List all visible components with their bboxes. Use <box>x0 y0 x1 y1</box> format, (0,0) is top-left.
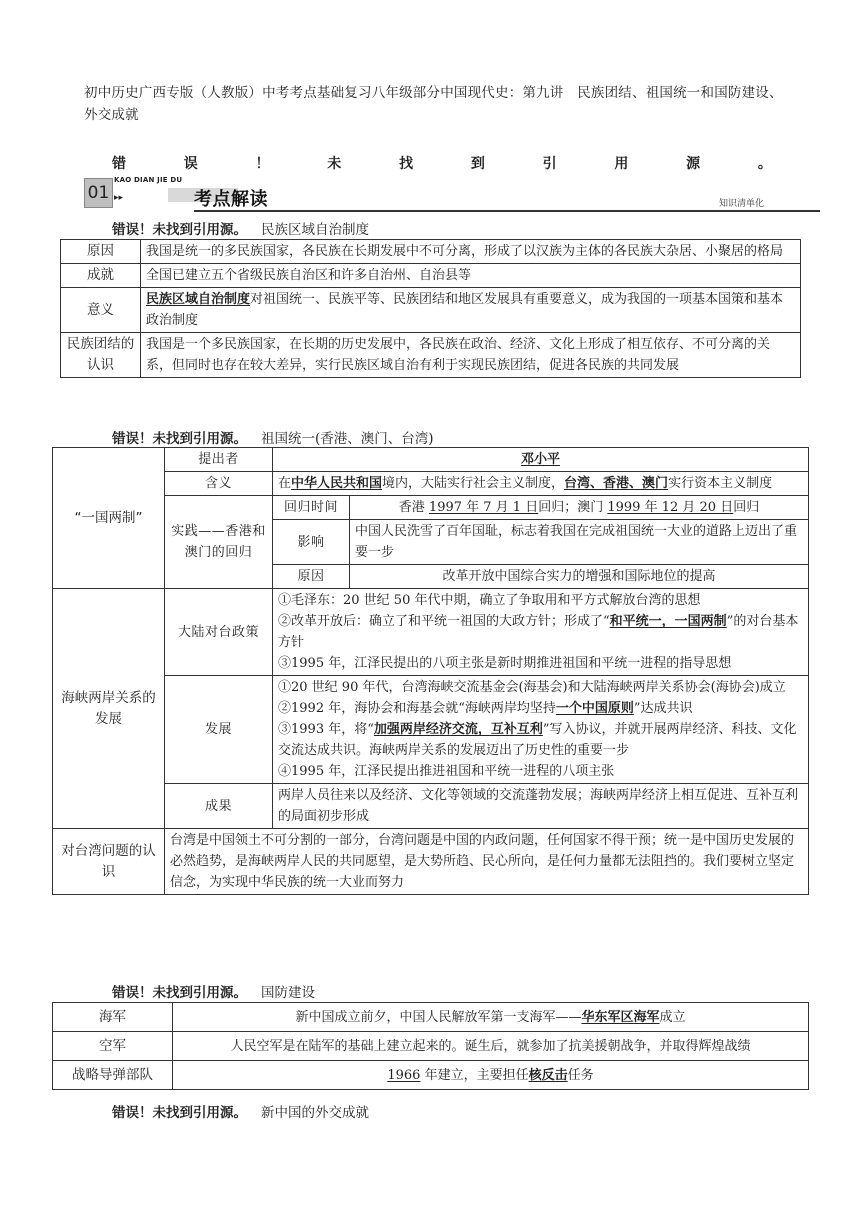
row-label: 战略导弹部队 <box>53 1061 173 1090</box>
sub-label: 实践——香港和澳门的回归 <box>165 496 273 589</box>
banner-subtitle: 知识清单化 <box>718 199 764 209</box>
error-label: 错误！未找到引用源。 <box>112 431 247 447</box>
banner-pinyin: KAO DIAN JIE DU <box>114 176 183 184</box>
navy-cell: 新中国成立前夕，中国人民解放军第一支海军——华东军区海军成立 <box>173 1003 809 1032</box>
table-row <box>61 264 801 288</box>
key-term: 华东军区海军 <box>581 1009 660 1025</box>
sub-label: 原因 <box>273 565 350 589</box>
row-label: 空军 <box>53 1032 173 1061</box>
banner-rule <box>194 210 820 212</box>
error-char: 源 <box>686 156 701 172</box>
section-title: 民族区域自治制度 <box>261 222 369 238</box>
sub-label: 影响 <box>273 520 350 565</box>
error-label: 错误！未找到引用源。 <box>112 222 247 238</box>
error-char: 引 <box>542 156 557 172</box>
key-term: 核反击 <box>528 1067 568 1083</box>
table-row <box>53 1032 809 1061</box>
reason-cell: 改革开放中国综合实力的增强和国际地位的提高 <box>350 565 809 589</box>
missile-cell: 1966 年建立，主要担任核反击任务 <box>173 1061 809 1090</box>
table-row <box>53 448 809 472</box>
table-national-defense <box>52 1002 809 1090</box>
impact-cell: 中国人民洗雪了百年国耻，标志着我国在完成祖国统一大业的道路上迈出了重要一步 <box>350 520 809 565</box>
table-ethnic-autonomy <box>60 239 801 378</box>
key-term: 和平统一，一国两制 <box>609 614 727 629</box>
error-char: ！ <box>255 156 270 172</box>
meaning-cell: 在中华人民共和国境内，大陆实行社会主义制度，台湾、香港、澳门实行资本主义制度 <box>273 472 809 496</box>
error-char: 。 <box>757 156 772 172</box>
return-cell: 香港 1997 年 7 月 1 日回归；澳门 1999 年 12 月 20 日回归 <box>350 496 809 520</box>
error-char: 未 <box>327 156 342 172</box>
row-label: 意义 <box>61 288 141 333</box>
double-arrow-icon: ▸▸ <box>114 193 124 203</box>
banner-number: 01 <box>84 178 113 208</box>
key-date: 1997 年 7 月 1 日 <box>428 500 539 515</box>
row-label: 民族团结的认识 <box>61 333 141 378</box>
sub-label: 发展 <box>165 676 273 784</box>
row-text: 全国已建立五个省级民族自治区和许多自治州、自治县等 <box>141 264 801 288</box>
table-row <box>53 472 809 496</box>
document-title: 初中历史广西专版（人教版）中考考点基础复习八年级部分中国现代史：第九讲 民族团结、祖国统一和国防建设、外交成就 <box>84 85 783 123</box>
error-char: 用 <box>614 156 629 172</box>
section-heading-3 <box>112 981 315 1001</box>
sub-label: 大陆对台政策 <box>165 589 273 676</box>
table-row <box>53 676 809 784</box>
policy-cell: ①毛泽东：20 世纪 50 年代中期，确立了争取用和平方式解放台湾的思想 ②改革开放后：确立了和平统一祖国的大政方针；形成了“和平统一，一国两制”的对台基本方针 ③1995 年，江泽民提出的八项主张是新时期推进祖国和平统一进程的指导思想 <box>273 589 809 676</box>
air-force-cell: 人民空军是在陆军的基础上建立起来的。诞生后，就参加了抗美援朝战争，并取得辉煌战绩 <box>173 1032 809 1061</box>
proposer-cell <box>273 448 809 472</box>
row-text-rest: 对祖国统一、民族平等、民族团结和地区发展具有重要意义，成为我国的一项基本国策和基本政治制度 <box>146 292 784 328</box>
table-row <box>53 589 809 676</box>
key-term: 邓小平 <box>521 452 561 467</box>
sub-label: 回归时间 <box>273 496 350 520</box>
row-label: 原因 <box>61 240 141 264</box>
key-term: 加强两岸经济交流，互补互利 <box>373 722 543 737</box>
error-char: 到 <box>470 156 485 172</box>
sub-label: 提出者 <box>165 448 273 472</box>
key-term: 民族区域自治制度 <box>146 292 251 307</box>
section-title: 国防建设 <box>261 985 315 1001</box>
section-banner <box>84 176 820 212</box>
row-label: 成就 <box>61 264 141 288</box>
section-heading-2 <box>112 427 434 447</box>
section-title: 新中国的外交成就 <box>261 1105 369 1121</box>
table-row <box>53 784 809 829</box>
table-row <box>61 288 801 333</box>
error-label: 错误！未找到引用源。 <box>112 1105 247 1121</box>
error-char: 误 <box>183 156 198 172</box>
error-char: 错 <box>112 156 126 172</box>
result-cell: 两岸人员往来以及经济、文化等领域的交流蓬勃发展；海峡两岸经济上相互促进、互补互利的局面初步形成 <box>273 784 809 829</box>
row-label: 海军 <box>53 1003 173 1032</box>
table-row <box>53 1003 809 1032</box>
row-text: 我国是一个多民族国家，在长期的历史发展中，各民族在政治、经济、文化上形成了相互依存、不可分离的关系，但同时也存在较大差异，实行民族区域自治有利于实现民族团结，促进各民族的共同发展 <box>141 333 801 378</box>
table-row <box>61 240 801 264</box>
key-term: 台湾、香港、澳门 <box>564 476 669 491</box>
table-row <box>61 333 801 378</box>
row-text <box>141 288 801 333</box>
table-row <box>53 1061 809 1090</box>
banner-heading: 考点解读 <box>194 189 268 210</box>
taiwan-cell: 台湾是中国领土不可分割的一部分，台湾问题是中国的内政问题，任何国家不得干预；统一是中国历史发展的必然趋势，是海峡两岸人民的共同愿望，是大势所趋、民心所向，是任何力量都无法阻挡的。我们要树立坚定信念，为实现中华民族的统一大业而努力 <box>165 829 809 895</box>
sub-label: 成果 <box>165 784 273 829</box>
key-term: 一个中国原则 <box>555 701 634 716</box>
error-char: 找 <box>399 156 414 172</box>
development-cell: ①20 世纪 90 年代，台湾海峡交流基金会(海基会)和大陆海峡两岸关系协会(海协会)成立 ②1992 年，海协会和海基会就“海峡两岸均坚持一个中国原则”达成共识 ③1993 年，将“加强两岸经济交流，互补互利”写入协议，并就开展两岸经济、科技、文化交流达成共识。海峡两岸关系的发展迈出了历史性的重要一步 ④1995 年，江泽民提出推进祖国和平统一进程的八项主张 <box>273 676 809 784</box>
section-heading-1 <box>112 218 369 238</box>
table-row <box>53 829 809 895</box>
section-title: 祖国统一(香港、澳门、台湾) <box>261 431 434 447</box>
error-label: 错误！未找到引用源。 <box>112 985 247 1001</box>
key-term: 中华人民共和国 <box>291 476 383 491</box>
key-date: 1966 <box>387 1067 421 1083</box>
sub-label: 含义 <box>165 472 273 496</box>
row-label: 海峡两岸关系的发展 <box>53 589 165 829</box>
row-label: 对台湾问题的认识 <box>53 829 165 895</box>
row-label: “一国两制” <box>53 448 165 589</box>
table-reunification <box>52 447 809 895</box>
section-heading-4 <box>112 1101 369 1121</box>
error-reference-line <box>112 153 772 173</box>
row-text: 我国是统一的多民族国家，各民族在长期发展中不可分离，形成了以汉族为主体的各民族大杂居、小聚居的格局 <box>141 240 801 264</box>
key-date: 1999 年 12 月 20 日 <box>607 500 734 515</box>
table-row <box>53 496 809 520</box>
